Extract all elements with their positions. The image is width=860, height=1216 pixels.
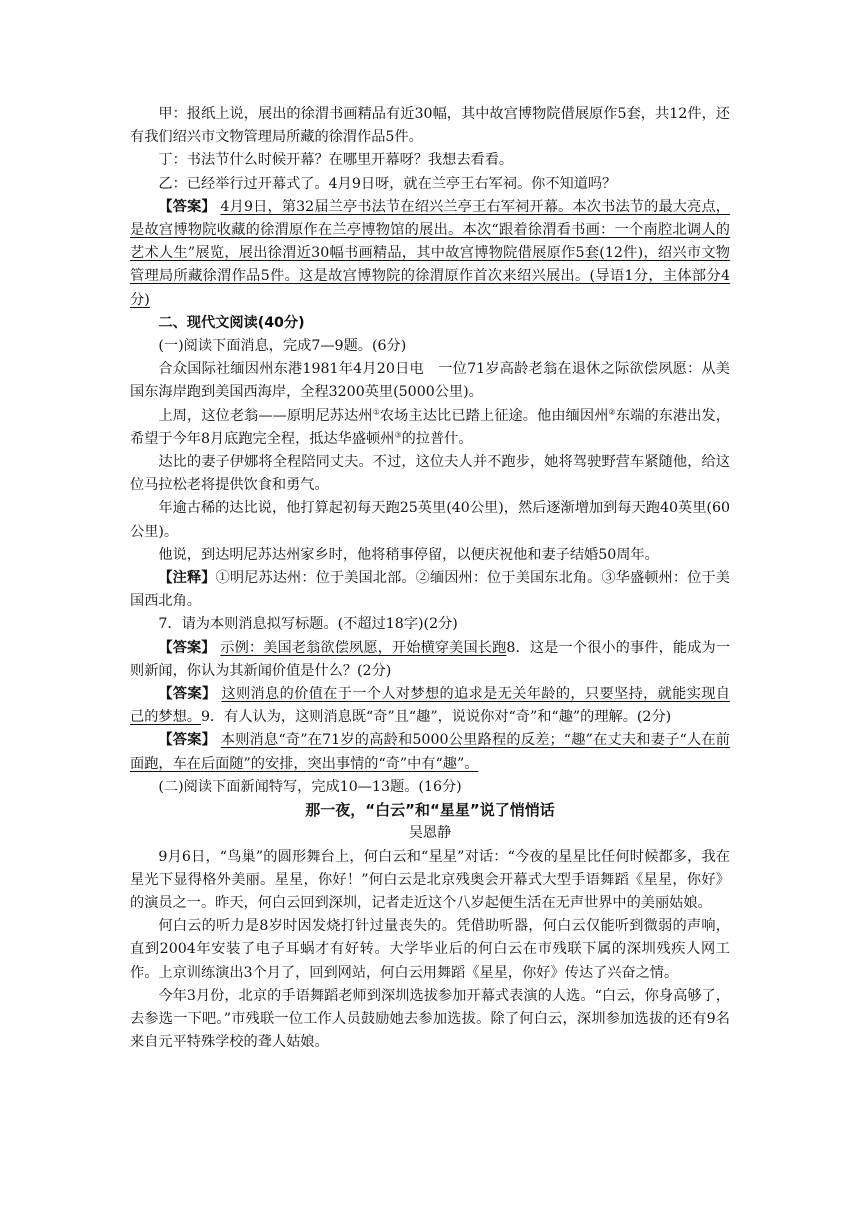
answer-label: 【答案】 [158, 686, 217, 703]
note-label: 【注释】 [158, 570, 216, 587]
question-7: 7．请为本则消息拟写标题。(不超过18字)(2分) [158, 616, 458, 633]
answer-6-text: 4月9日，第32届兰亭书法节在绍兴兰亭王右军祠开幕。本次书法节的最大亮点，是故宫博物院收藏的徐渭原作在兰亭博物馆的展出。本次“跟着徐渭看书画：一个南腔北调人的艺术人生”展览，展出徐渭近30幅书画精品，其中故宫博物院借展原作5套(12件)，绍兴市文物管理局所藏徐渭作品5件。这是故宫博物院的徐渭原作首次来绍兴展出。(导语1分，主体部分4分) [130, 198, 730, 308]
feature-paragraph-2: 何白云的听力是8岁时因发烧打针过量丧失的。凭借助听器，何白云仅能听到微弱的声响，直到2004年安装了电子耳蜗才有好转。大学毕业后的何白云在市残联下属的深圳残疾人网工作。上京训练演出3个月了，回到网站，何白云用舞蹈《星星，你好》传达了兴奋之情。 [130, 918, 730, 981]
question-9: 9．有人认为，这则消息既“奇”且“趣”，说说你对“奇”和“趣”的理解。(2分) [200, 709, 672, 726]
part1-intro: (一)阅读下面消息，完成7—9题。(6分) [158, 338, 407, 355]
news-p2-part-d: 的拉普什。 [401, 430, 473, 447]
feature-paragraph-3: 今年3月份，北京的手语舞蹈老师到深圳选拔参加开幕式表演的人选。“白云，你身高够了，去参选一下吧。”市残联一位工作人员鼓励她去参加选拔。除了何白云，深圳参加选拔的还有9名来自元平特殊学校的聋人姑娘。 [130, 987, 730, 1051]
answer-9 [130, 729, 730, 775]
news-p2-part-a: 上周，这位老翁——原明尼苏达州 [158, 407, 373, 424]
note-text: ①明尼苏达州：位于美国北部。②缅因州：位于美国东北角。③华盛顿州：位于美国西北角。 [130, 570, 730, 610]
dialogue-line-jia: 甲：报纸上说，展出的徐渭书画精品有近30幅，其中故宫博物院借展原作5套，共12件，还有我们绍兴市文物管理局所藏的徐渭作品5件。 [130, 106, 730, 146]
answer-label: 【答案】 [158, 639, 216, 656]
footnote-marker-2: ② [608, 406, 616, 416]
answer-6 [130, 196, 730, 312]
feature-title: 那一夜，“白云”和“星星”说了悄悄话 [305, 801, 555, 820]
news-paragraph-4: 年逾古稀的达比说，他打算起初每天跑25英里(40公里)，然后逐渐增加到每天跑40英里(60公里)。 [130, 500, 730, 540]
feature-paragraph-1: 9月6日，“鸟巢”的圆形舞台上，何白云和“星星”对话：“今夜的星星比任何时候都多，我在星光下显得格外美丽。星星，你好！”何白云是北京残奥会开幕式大型手语舞蹈《星星，你好》的演员之一。昨天，何白云回到深圳，记者走近这个八岁起便生活在无声世界中的美丽姑娘。 [130, 848, 730, 911]
dialogue-line-ding: 丁：书法节什么时候开幕？在哪里开幕呀？我想去看看。 [158, 152, 514, 169]
news-p2-part-c: 东端的东港出发，希望于今年8月底跑完全程，抵达华盛顿州 [130, 407, 730, 447]
news-p2-part-b: 农场主达比已踏上征途。他由缅因州 [379, 407, 609, 424]
notes [130, 567, 730, 613]
answer-9-text: 本则消息“奇”在71岁的高龄和5000公里路程的反差；“趣”在丈夫和妻子“人在前面跑，车在后面随”的安排，突出事情的“奇”中有“趣”。 [130, 732, 730, 772]
part2-intro: (二)阅读下面新闻特写，完成10—13题。(16分) [158, 778, 462, 795]
news-paragraph-1: 合众国际社缅因州东港1981年4月20日电 一位71岁高龄老翁在退休之际欲偿夙愿：从美国东海岸跑到美国西海岸，全程3200英里(5000公里)。 [130, 361, 730, 401]
answer-8-text: 这则消息的价值在于一个人对梦想的追求是无关年龄的，只要坚持，就能实现自己的梦想。 [130, 686, 730, 726]
answer-7-text: 示例：美国老翁欲偿夙愿，开始横穿美国长跑 [220, 639, 507, 656]
answer-7-and-question-8 [130, 637, 730, 683]
news-paragraph-5: 他说，到达明尼苏达州家乡时，他将稍事停留，以便庆祝他和妻子结婚50周年。 [158, 546, 659, 563]
news-paragraph-3: 达比的妻子伊娜将全程陪同丈夫。不过，这位夫人并不跑步，她将驾驶野营车紧随他，给这位马拉松老将提供饮食和勇气。 [130, 454, 730, 494]
answer-8-and-question-9 [130, 683, 730, 729]
news-paragraph-2 [130, 405, 730, 451]
footnote-marker-1: ① [372, 406, 380, 416]
feature-author: 吴恩静 [408, 825, 452, 842]
footnote-marker-3: ③ [394, 430, 402, 440]
dialogue-line-yi: 乙：已经举行过开幕式了。4月9日呀，就在兰亭王右军祠。你不知道吗？ [158, 175, 617, 192]
answer-label: 【答案】 [158, 732, 217, 749]
section-heading-modern-reading: 二、现代文阅读(40分) [158, 314, 305, 331]
answer-label: 【答案】 [158, 198, 216, 215]
page-content [130, 103, 730, 1054]
question-8: 8．这是一个很小的事件，能成为一则新闻，你认为其新闻价值是什么？(2分) [130, 639, 731, 679]
